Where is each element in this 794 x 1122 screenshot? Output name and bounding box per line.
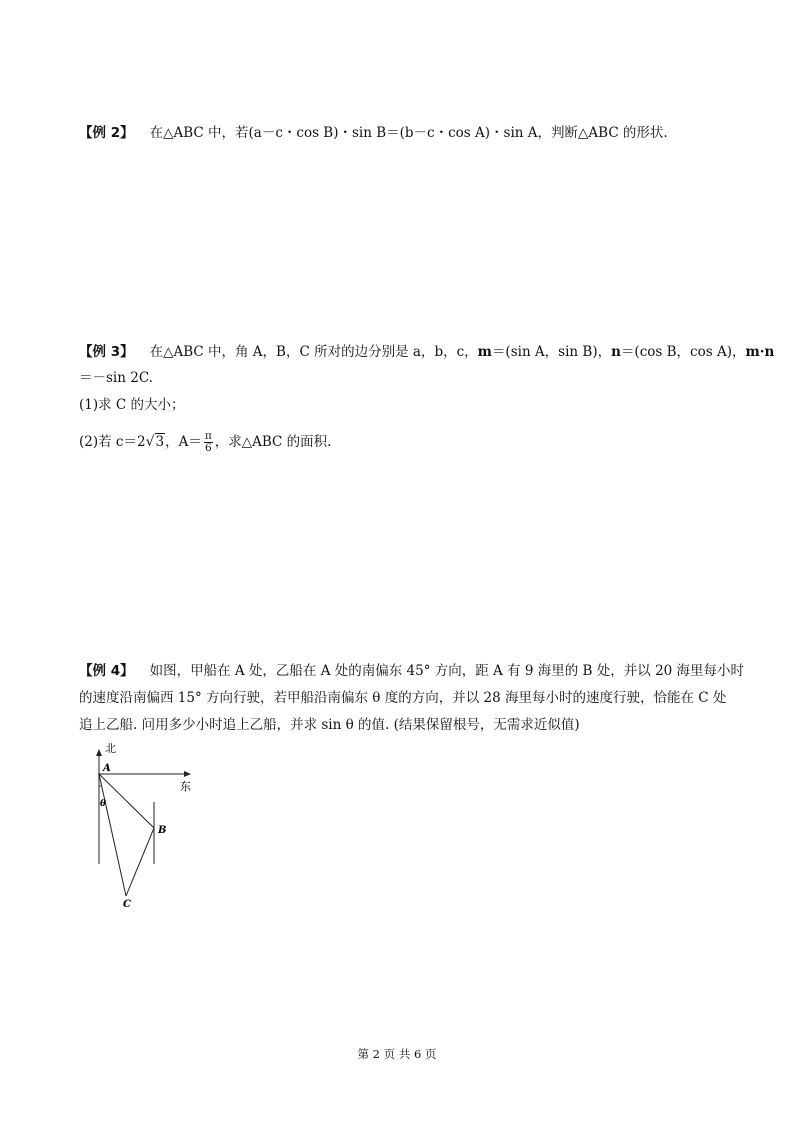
example-2 [79, 124, 668, 142]
example-3-text-a: 在△ABC 中，角 A，B，C 所对的边分别是 a，b，c， [149, 344, 478, 360]
dot-product: m·n [745, 344, 775, 360]
page-footer: 第 2 页 共 6 页 [357, 1047, 437, 1061]
fraction [204, 431, 213, 454]
example-2-tag: 【例 2】 [79, 125, 134, 141]
north-label: 北 [105, 742, 116, 755]
east-label: 东 [180, 780, 191, 793]
theta-label: θ [100, 799, 107, 809]
point-c-label: C [123, 899, 131, 910]
radical-sign: √ [145, 434, 155, 450]
example-4-line-2: 的速度沿南偏西 15° 方向行驶，若甲船沿南偏东 θ 度的方向，并以 28 海里每小时的速度行驶，恰能在 C 处 [79, 690, 727, 706]
example-4-text-1: 如图，甲船在 A 处，乙船在 A 处的南偏东 45° 方向，距 A 有 9 海里的 B 处，并以 20 海里每小时 [149, 663, 745, 679]
example-3-line-2: ＝－sin 2C. [79, 370, 153, 386]
example-4-line-1 [79, 662, 744, 680]
navigation-figure [88, 742, 218, 912]
example-3-text-c: ＝(cos B，cos A)， [620, 344, 746, 360]
fraction-numerator: π [204, 430, 212, 442]
vector-n: n [611, 344, 621, 360]
example-3-line-1 [79, 343, 774, 361]
question-2-text-c: ，求△ABC 的面积. [214, 434, 332, 450]
example-4-line-3: 追上乙船. 问用多少小时追上乙船，并求 sin θ 的值. (结果保留根号，无需求近似值) [79, 717, 580, 733]
radicand: 3 [155, 434, 165, 450]
north-arrow-icon [96, 749, 102, 756]
segment-ac [99, 774, 126, 896]
example-2-text: 在△ABC 中，若(a－c・cos B)・sin B＝(b－c・cos A)・sin A，判断△ABC 的形状. [149, 125, 668, 141]
example-3-question-2 [79, 431, 331, 454]
question-2-text-a: (2)若 c＝2 [79, 434, 146, 450]
segment-bc [126, 828, 154, 896]
example-3-question-1: (1)求 C 的大小； [79, 397, 185, 413]
east-arrow-icon [184, 771, 191, 777]
point-b-label: B [158, 825, 167, 836]
vector-m: m [477, 344, 492, 360]
question-2-text-b: ，A＝ [165, 434, 202, 450]
example-3-tag: 【例 3】 [79, 344, 134, 360]
segment-ab [99, 774, 154, 828]
sqrt-expression [146, 433, 166, 451]
fraction-denominator: 6 [204, 442, 212, 454]
example-3-text-b: ＝(sin A，sin B)， [491, 344, 612, 360]
point-a-label: A [103, 763, 111, 774]
example-4-tag: 【例 4】 [79, 663, 134, 679]
